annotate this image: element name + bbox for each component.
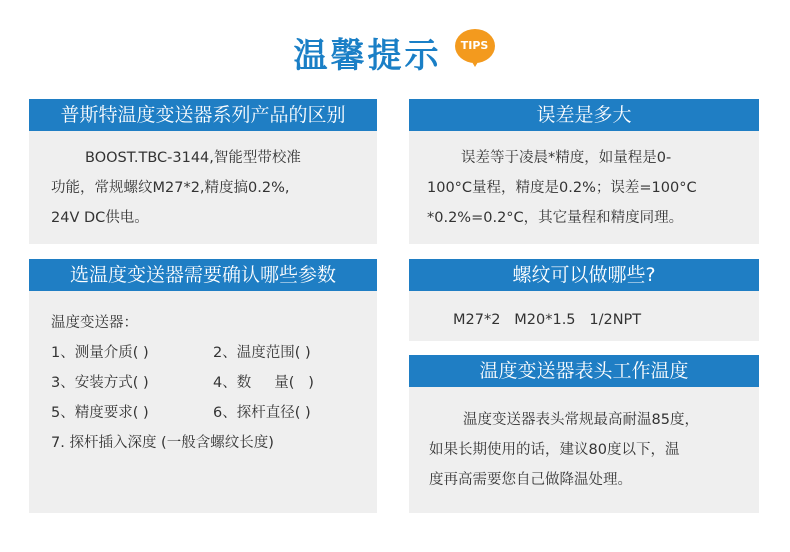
param-item-4: 4、数 量( ): [213, 375, 314, 391]
difference-line-3: 24V DC供电。: [51, 210, 149, 226]
error-line-1: 误差等于凌晨*精度，如量程是0-: [461, 150, 672, 166]
param-item-6: 6、探杆直径( ): [213, 405, 311, 421]
tips-badge-label: TIPS: [455, 29, 495, 63]
temp-line-2: 如果长期使用的话，建议80度以下，温: [429, 442, 680, 458]
error-card-body: [427, 143, 757, 233]
error-card-title: 误差是多大: [409, 99, 759, 131]
params-card-body: [51, 308, 375, 458]
params-row-2: [51, 368, 375, 398]
thread-card-title: 螺纹可以做哪些?: [409, 259, 759, 291]
temp-card: [409, 355, 759, 513]
param-item-7: 7. 探杆插入深度 (一般含螺纹长度): [51, 435, 274, 451]
params-card-title: 选温度变送器需要确认哪些参数: [29, 259, 377, 291]
temp-card-body: [429, 405, 757, 495]
page-title: 温馨提示: [293, 36, 442, 76]
params-row-3: [51, 398, 375, 428]
difference-line-2: 功能，常规螺纹M27*2,精度搞0.2%,: [51, 180, 290, 196]
tips-badge-icon: [455, 29, 497, 65]
thread-card-body: [453, 305, 753, 335]
params-intro: 温度变送器：: [51, 315, 138, 331]
thread-card: [409, 259, 759, 341]
error-line-2: 100°C量程，精度是0.2%；误差=100°C: [427, 180, 697, 196]
difference-card-title: 普斯特温度变送器系列产品的区别: [29, 99, 377, 131]
temp-line-3: 度再高需要您自己做降温处理。: [429, 472, 632, 488]
error-line-3: *0.2%=0.2°C，其它量程和精度同理。: [427, 210, 684, 226]
param-item-1: 1、测量介质( ): [51, 345, 149, 361]
temp-card-title: 温度变送器表头工作温度: [409, 355, 759, 387]
temp-line-1: 温度变送器表头常规最高耐温85度，: [463, 412, 699, 428]
params-card: [29, 259, 377, 513]
thread-options: M27*2 M20*1.5 1/2NPT: [453, 312, 642, 328]
difference-card: [29, 99, 377, 244]
params-row-1: [51, 338, 375, 368]
difference-card-body: [51, 143, 371, 233]
difference-line-1: BOOST.TBC-3144,智能型带校准: [85, 150, 301, 166]
param-item-2: 2、温度范围( ): [213, 345, 311, 361]
error-card: [409, 99, 759, 244]
param-item-5: 5、精度要求( ): [51, 405, 149, 421]
param-item-3: 3、安装方式( ): [51, 375, 149, 391]
page-title-area: [0, 28, 790, 88]
